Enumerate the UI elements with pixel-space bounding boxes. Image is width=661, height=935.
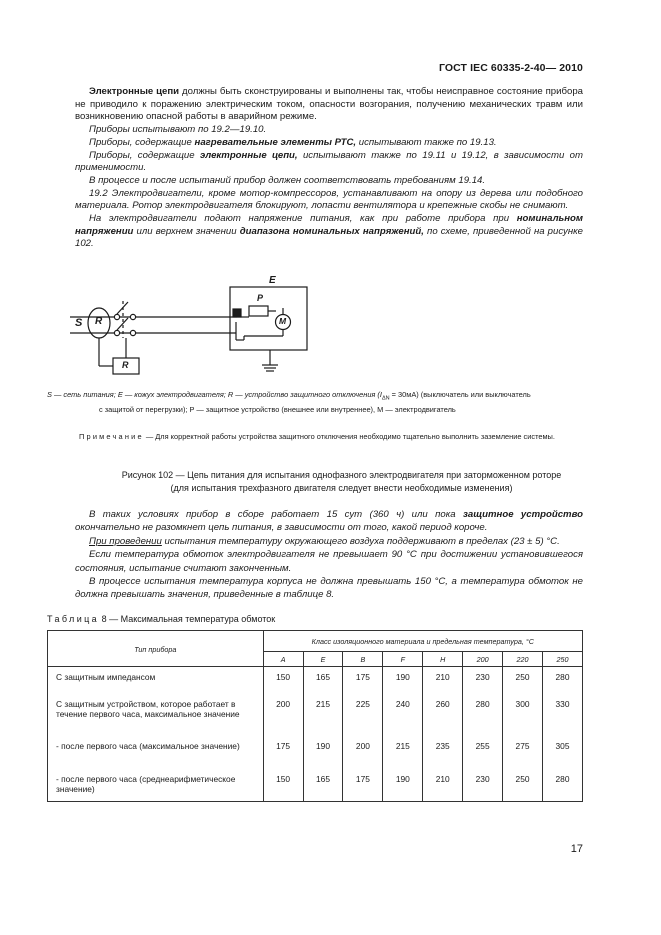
paragraph-text: должны быть сконструированы и выполнены так, чтобы неисправное состояние прибора не приводило к поражению электрическим током, опасности возгорания, получению механических травм или возникновению опасной работы в аварийном режиме. xyxy=(75,86,583,123)
table-cell: 280 xyxy=(542,667,582,699)
paragraph-text: На электродвигатели подают напряжение питания, как при работе прибора при xyxy=(89,213,517,225)
col-header-type: Тип прибора xyxy=(48,631,264,667)
term-voltage-range: диапазона номинальных напряжений, xyxy=(239,225,424,237)
paragraph-text: Приборы, содержащие xyxy=(89,149,200,161)
paragraph-text: испытания температуру окружающего воздуха поддерживают в пределах (23 ± 5) °С. xyxy=(161,535,560,547)
table-cell: 210 xyxy=(423,774,463,802)
table-cell: 330 xyxy=(542,699,582,741)
caption-line-1: Рисунок 102 — Цепь питания для испытания однофазного электродвигателя при заторможенном роторе xyxy=(121,470,562,480)
table-cell: 150 xyxy=(263,667,303,699)
label-rcd-sensor: R xyxy=(95,316,103,327)
table-cell: 250 xyxy=(503,774,543,802)
class-header: E xyxy=(303,652,343,667)
class-header: 200 xyxy=(463,652,503,667)
table-cell: 250 xyxy=(503,667,543,699)
paragraph-text: В таких условиях прибор в сборе работает 15 сут (360 ч) или пока xyxy=(89,509,463,520)
table-cell: 255 xyxy=(463,741,503,774)
label-protective-device: P xyxy=(257,293,264,303)
table-cell: 175 xyxy=(343,774,383,802)
paragraph-ambient xyxy=(75,535,583,548)
class-header: 220 xyxy=(503,652,543,667)
table-cell: 280 xyxy=(542,774,582,802)
table-title-text: 8 — Максимальная температура обмоток xyxy=(99,614,276,624)
paragraph-text: При проведении xyxy=(89,535,162,547)
table-cell: 165 xyxy=(303,667,343,699)
caption-line-2: (для испытания трехфазного двигателя следует внести необходимые изменения) xyxy=(170,483,513,493)
legend-line-1 xyxy=(47,389,583,404)
winding-temperature-table xyxy=(47,630,583,802)
label-enclosure: E xyxy=(269,275,276,286)
table-title-word: Таблица xyxy=(47,614,100,624)
table-cell: 260 xyxy=(423,699,463,741)
term-protective-device: защитное устройство xyxy=(462,509,583,520)
table-cell: 190 xyxy=(383,774,423,802)
class-header: H xyxy=(423,652,463,667)
table-cell: 235 xyxy=(423,741,463,774)
label-rcd-box: R xyxy=(122,360,129,370)
paragraph-19-2: 19.2 Электродвигатели, кроме мотор-компрессоров, устанавливают на опору из дерева или подобного материала. Ротор электродвигателя блокируют, лопасти вентилятора и крепежные скобы не снимают. xyxy=(75,187,583,212)
figure-caption xyxy=(47,469,636,495)
table-cell: 305 xyxy=(542,741,582,774)
label-motor: M xyxy=(279,316,287,326)
table-cell: 200 xyxy=(263,699,303,741)
table-cell: 230 xyxy=(463,774,503,802)
label-supply: S xyxy=(75,317,83,329)
table-cell: 190 xyxy=(303,741,343,774)
table-cell: 175 xyxy=(343,667,383,699)
paragraph-text: Приборы, содержащие xyxy=(89,136,195,148)
table-cell: 230 xyxy=(463,667,503,699)
class-header: A xyxy=(263,652,303,667)
table-cell: 280 xyxy=(463,699,503,741)
table-row xyxy=(48,667,583,699)
table-cell: 225 xyxy=(343,699,383,741)
table-cell: 215 xyxy=(383,741,423,774)
paragraph-text: или верхнем значении xyxy=(133,225,240,237)
table-cell: 190 xyxy=(383,667,423,699)
table-title xyxy=(47,614,275,624)
figure-note xyxy=(47,431,583,442)
paragraph-text: по схеме, приведенной на рисунке 102. xyxy=(75,225,583,250)
figure-labels xyxy=(0,0,661,400)
paragraph-text: окончательно не разомкнет цепь питания, в зависимости от того, какой период короче. xyxy=(75,522,488,534)
note-label: Примечание xyxy=(79,432,144,441)
row-label: С защитным импедансом xyxy=(48,667,264,699)
note-text: — Для корректной работы устройства защитного отключения необходимо тщательно выполнить заземление системы. xyxy=(143,432,555,441)
paragraph-tested: Приборы испытывают по 19.2—19.10. xyxy=(89,124,267,136)
body-text-bottom xyxy=(75,508,583,602)
legend-line-2: с защитой от перегрузки); P — защитное устройство (внешнее или внутреннее), M — электродвигатель xyxy=(99,405,456,415)
legend-subscript: ΔN xyxy=(381,395,390,402)
table-row xyxy=(48,699,583,741)
table-cell: 150 xyxy=(263,774,303,802)
term-rated-voltage: номинальном напряжении xyxy=(75,213,583,237)
paragraph-90c: Если температура обмоток электродвигателя не превышает 90 °С при достижении установившегося состояния, испытание считают законченным. xyxy=(75,549,583,574)
row-label: С защитным устройством, которое работает в течение первого часа, максимальное значение xyxy=(48,699,264,741)
term-ptc: нагревательные элементы РТС, xyxy=(194,136,357,148)
paragraph-duration xyxy=(75,508,583,535)
table-row xyxy=(48,741,583,774)
paragraph-150c: В процессе испытания температура корпуса не должна превышать 150 °С, а температура обмоток не должна превышать значения, приведенные в таблице 8. xyxy=(75,576,583,601)
table-cell: 210 xyxy=(423,667,463,699)
term-electronic-circuits: Электронные цепи xyxy=(89,86,180,97)
table-cell: 165 xyxy=(303,774,343,802)
table-cell: 275 xyxy=(503,741,543,774)
table-row xyxy=(48,774,583,802)
legend-text: = 30мА) (выключатель или выключатель xyxy=(389,390,531,399)
figure-legend xyxy=(47,389,583,415)
row-label: - после первого часа (максимальное значение) xyxy=(48,741,264,774)
class-header: F xyxy=(383,652,423,667)
legend-text: S — сеть питания; E — кожух электродвигателя; R — устройство защитного отключения (I xyxy=(47,390,382,399)
paragraph-requirements: В процессе и после испытаний прибор должен соответствовать требованиям 19.14. xyxy=(89,174,486,186)
page-number: 17 xyxy=(570,843,583,855)
table-cell: 300 xyxy=(503,699,543,741)
table-cell: 200 xyxy=(343,741,383,774)
table-cell: 240 xyxy=(383,699,423,741)
col-header-class: Класс изоляционного материала и предельная температура, °С xyxy=(263,631,582,652)
term-electronic: электронные цепи, xyxy=(199,149,298,161)
class-header: 250 xyxy=(542,652,582,667)
paragraph-text: испытывают также по 19.13. xyxy=(356,136,497,148)
table-cell: 175 xyxy=(263,741,303,774)
standard-header: ГОСТ IEC 60335-2-40— 2010 xyxy=(438,62,583,74)
table-cell: 215 xyxy=(303,699,343,741)
row-label: - после первого часа (среднеарифметическое значение) xyxy=(48,774,264,802)
paragraph-text: испытывают также по 19.11 и 19.12, в зависимости от применимости. xyxy=(75,149,583,174)
class-header: B xyxy=(343,652,383,667)
